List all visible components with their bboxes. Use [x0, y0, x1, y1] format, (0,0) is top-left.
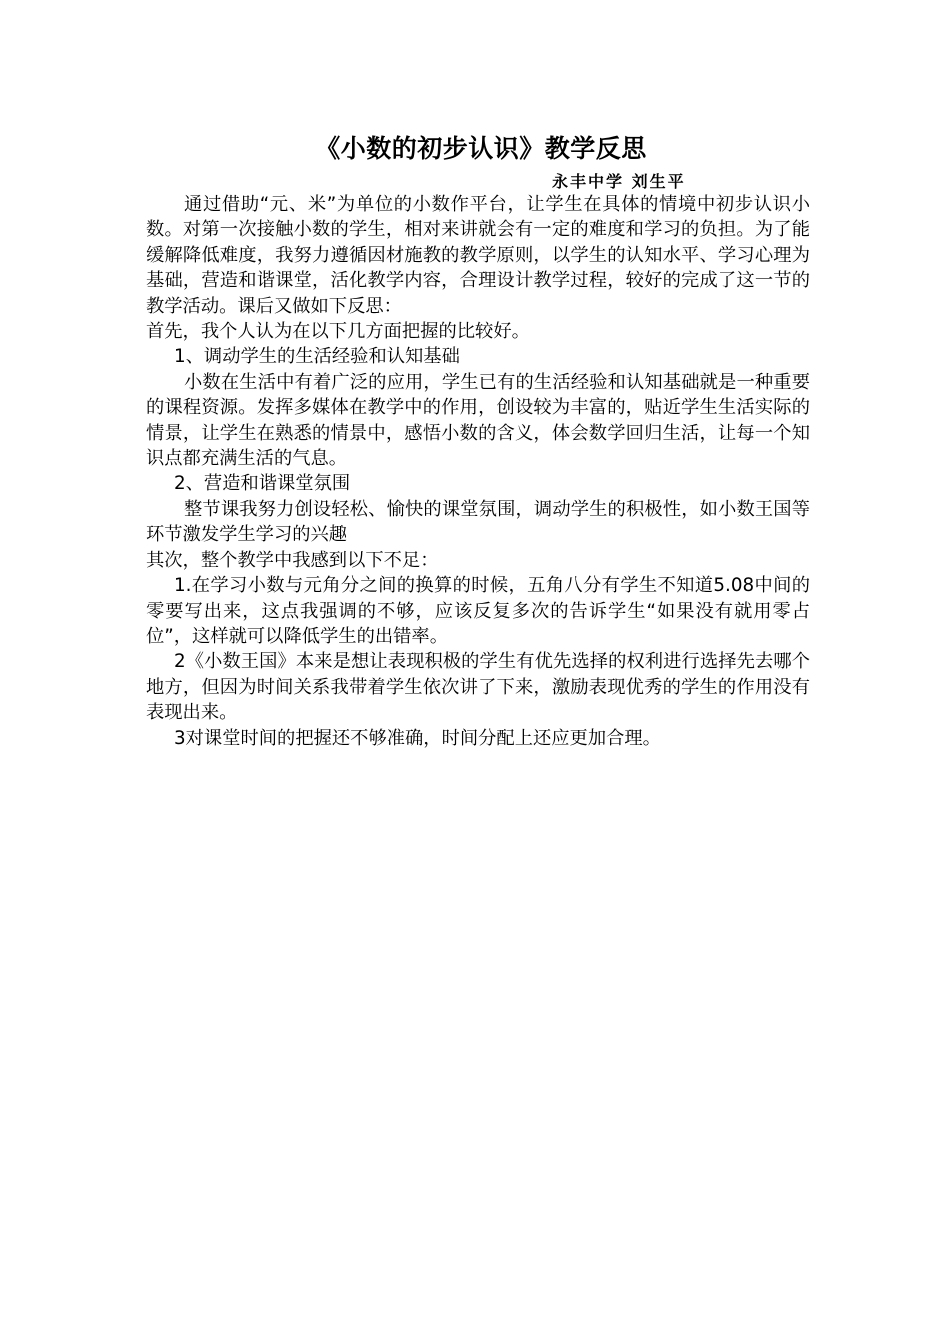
paragraph-point-1-heading: 1、调动学生的生活经验和认知基础 [174, 346, 460, 368]
author-line: 永丰中学 刘生平 [552, 172, 686, 191]
paragraph-point-2-heading: 2、营造和谐课堂氛围 [174, 473, 351, 495]
paragraph-weaknesses-heading: 其次，整个教学中我感到以下不足： [146, 549, 439, 571]
paragraph-weakness-2: 2《小数王国》本来是想让表现积极的学生有优先选择的权利进行选择先去哪个地方，但因为时间关系我带着学生依次讲了下来，激励表现优秀的学生的作用没有表现出来。 [146, 651, 810, 724]
paragraph-point-2-body: 整节课我努力创设轻松、愉快的课堂氛围，调动学生的积极性，如小数王国等环节激发学生学习的兴趣 [146, 498, 810, 546]
document-body [146, 130, 810, 751]
document-title: 《小数的初步认识》教学反思 [315, 134, 647, 163]
paragraph-intro: 通过借助“元、米”为单位的小数作平台，让学生在具体的情境中初步认识小数。对第一次接触小数的学生，相对来讲就会有一定的难度和学习的负担。为了能缓解降低难度，我努力遵循因材施教的教学原则，以学生的认知水平、学习心理为基础，营造和谐课堂，活化教学内容，合理设计教学过程，较好的完成了这一节的教学活动。课后又做如下反思： [146, 194, 810, 317]
paragraph-point-1-body: 小数在生活中有着广泛的应用，学生已有的生活经验和认知基础就是一种重要的课程资源。发挥多媒体在教学中的作用，创设较为丰富的，贴近学生生活实际的情景，让学生在熟悉的情景中，感悟小数的含义，体会数学回归生活，让每一个知识点都充满生活的气息。 [146, 371, 810, 470]
paragraph-weakness-3: 3对课堂时间的把握还不够准确，时间分配上还应更加合理。 [174, 727, 661, 749]
paragraph-strengths-heading: 首先，我个人认为在以下几方面把握的比较好。 [146, 321, 530, 343]
paragraph-weakness-1: 1.在学习小数与元角分之间的换算的时候，五角八分有学生不知道5.08中间的零要写出来，这点我强调的不够，应该反复多次的告诉学生“如果没有就用零占位”，这样就可以降低学生的出错率。 [146, 575, 810, 647]
